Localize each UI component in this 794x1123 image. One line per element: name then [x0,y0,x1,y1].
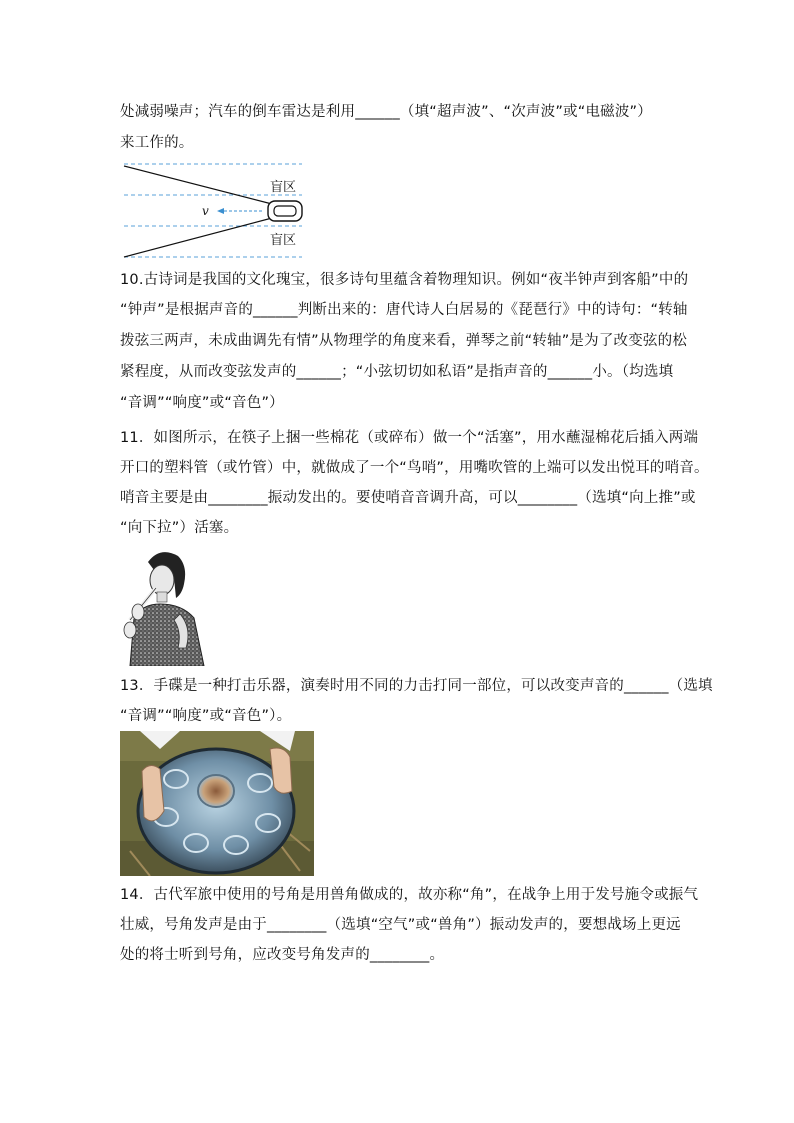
q10-line-4: 紧程度，从而改变弦发声的______；“小弦切切如私语”是指声音的______小。（均选填 [120,364,674,380]
q10-line-2: “钟声”是根据声音的______判断出来的：唐代诗人白居易的《琵琶行》中的诗句：“转轴 [120,302,688,318]
handpan-center-dome [198,775,234,807]
q14-line-3: 处的将士听到号角，应改变号角发声的________。 [120,947,445,963]
q13-line-1: 13．手碟是一种打击乐器，演奏时用不同的力击打同一部位，可以改变声音的______（选填 [120,678,713,694]
handpan-photo [120,731,314,876]
q14-line-2: 壮威，号角发声是由于________（选填“空气”或“兽角”）振动发声的，要想战场上更远 [120,917,681,933]
q9-line-1: 处减弱噪声；汽车的倒车雷达是利用______（填“超声波”、“次声波”或“电磁波”） [120,104,652,120]
velocity-label: v [202,204,209,218]
q13-line-2: “音调”“响度”或“音色”）。 [120,708,292,724]
neck-shape [157,592,167,602]
blind-zone-label-top: 盲区 [270,180,297,195]
boundary-line-bottom [124,218,272,257]
boundary-line-top [124,166,272,204]
car-shape [268,201,302,221]
q11-line-3: 哨音主要是由________振动发出的。要使哨音音调升高，可以________（选填“向上推”或 [120,490,696,506]
q14-line-1: 14．古代军旅中使用的号角是用兽角做成的，故亦称“角”，在战争上用于发号施令或振气 [120,887,699,903]
blind-zone-label-bottom: 盲区 [270,233,297,248]
bird-whistle-illustration [120,548,206,666]
left-hand [132,604,144,620]
right-hand [124,622,136,638]
q11-line-2: 开口的塑料管（或竹管）中，就做成了一个“鸟哨”，用嘴吹管的上端可以发出悦耳的哨音。 [120,460,709,476]
left-hand [142,765,164,820]
q11-line-4: “向下拉”）活塞。 [120,520,239,536]
q9-line-2: 来工作的。 [120,135,194,151]
q11-line-1: 11．如图所示，在筷子上捆一些棉花（或碎布）做一个“活塞”，用水蘸湿棉花后插入两端 [120,430,699,446]
q10-line-5: “音调”“响度”或“音色”） [120,395,284,411]
q10-line-1: 10.古诗词是我国的文化瑰宝，很多诗句里蕴含着物理知识。例如“夜半钟声到客船”中的 [120,272,689,288]
radar-blind-zone-diagram [120,158,310,258]
q10-line-3: 拨弦三两声，未成曲调先有情”从物理学的角度来看，弹琴之前“转轴”是为了改变弦的松 [120,333,688,349]
arrow-head-icon [217,208,224,214]
